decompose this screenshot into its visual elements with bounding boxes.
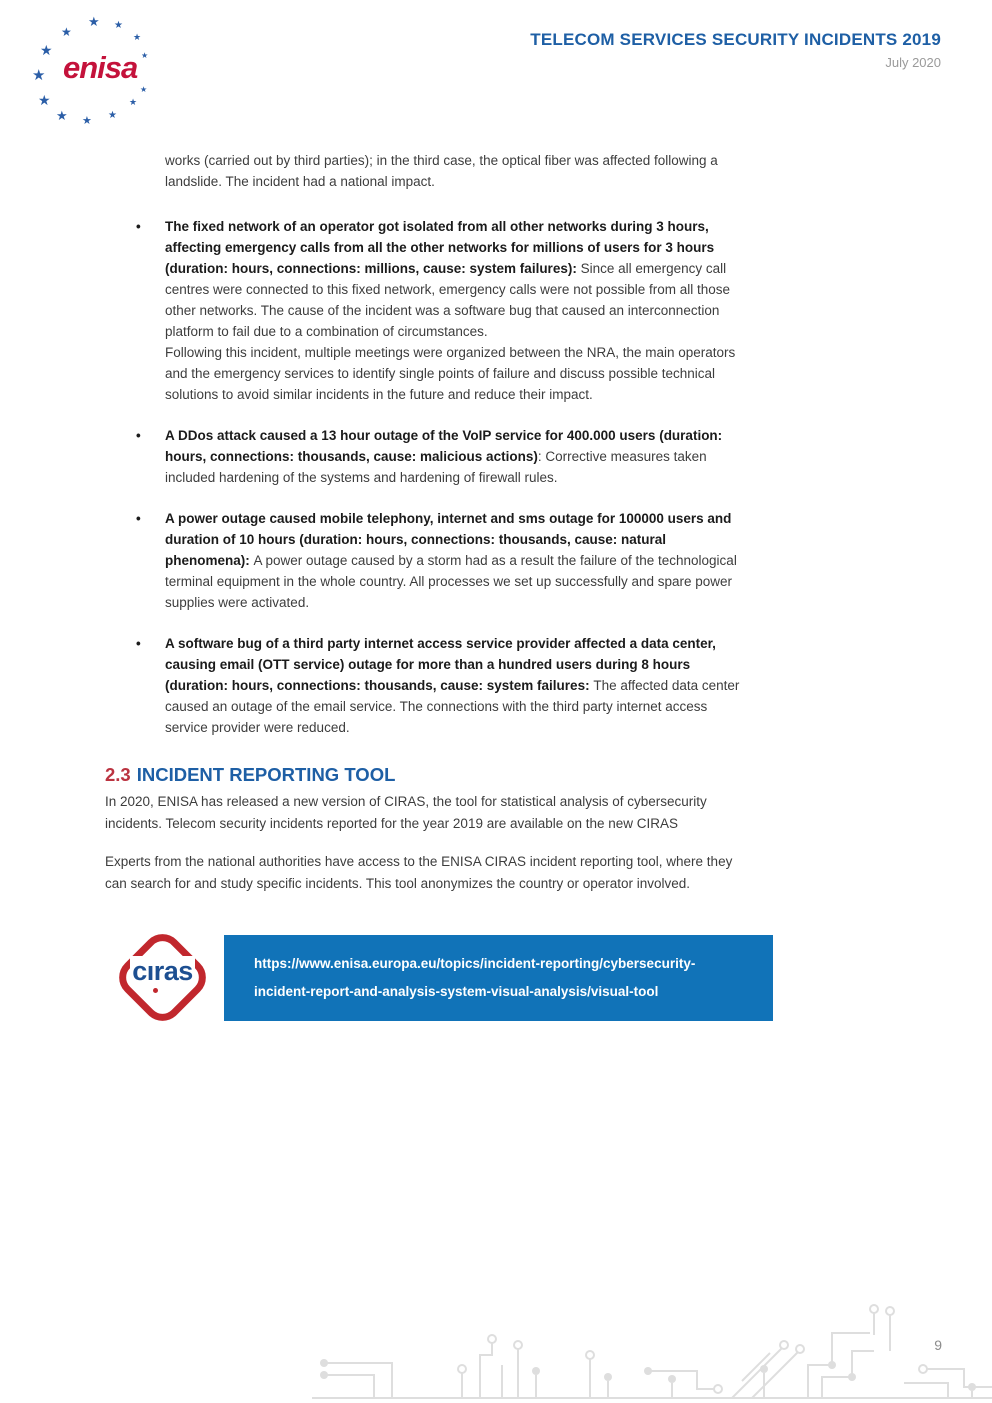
eu-star-icon: [114, 21, 123, 31]
section-heading: [105, 764, 992, 785]
bullet-body-text: Following this incident, multiple meetings were organized between the NRA, the main operators and the emergency services to identify single points of failure and discuss possible technical solutions to avoid similar incidents in the future and reduce their impact.: [165, 345, 736, 402]
intro-paragraph: works (carried out by third parties); in the third case, the optical fiber was affected following a landslide. The incident had a national impact.: [165, 153, 718, 189]
section-title: INCIDENT REPORTING TOOL: [136, 764, 396, 785]
section-number: 2.3: [105, 764, 131, 785]
ciras-tool-link[interactable]: [224, 935, 773, 1021]
eu-star-icon: [38, 94, 51, 108]
incident-list: [133, 216, 747, 738]
circuit-pattern-decoration: [312, 1303, 992, 1399]
bullet-body-text: The affected data center caused an outage of the email service. The connections with the third party internet access service provider were reduced.: [165, 678, 740, 735]
bullet-body-text: A power outage caused by a storm had as a result the failure of the technological terminal equipment in the whole country. All processes we set up successfully and spare power supplies were activated.: [165, 553, 737, 610]
page-number: 9: [934, 1337, 942, 1353]
page-content: [0, 150, 992, 1030]
eu-star-icon: [82, 115, 92, 126]
enisa-logo: [28, 14, 203, 126]
report-title: TELECOM SERVICES SECURITY INCIDENTS 2019: [530, 30, 941, 49]
eu-star-icon: [88, 16, 100, 29]
ciras-url-line2: incident-report-and-analysis-system-visual-analysis/visual-tool: [254, 983, 659, 999]
incident-bullet-ddos: [133, 425, 747, 488]
eu-star-icon: [129, 99, 137, 108]
incident-bullet-fixed-network: [133, 216, 747, 405]
bullet-bold-text: A software bug of a third party internet access service provider affected a data center, causing email (OTT service) outage for more than a hundred users during 8 hours (duration: hours, connections: thousands, cause: system failures:: [165, 636, 716, 693]
incident-bullet-software-bug: [133, 633, 747, 738]
section-paragraph-2: Experts from the national authorities have access to the ENISA CIRAS incident reporting tool, where they can search for and study specific incidents. This tool anonymizes the country or operator involved.: [105, 854, 733, 891]
enisa-wordmark: enisa: [58, 50, 142, 86]
bullet-body-text: Since all emergency call centres were connected to this fixed network, emergency calls were not possible from all those other networks. The cause of the incident was a software bug that caused an interconnection platform to fail due to a combination of circumstances.: [165, 261, 731, 339]
eu-star-icon: [61, 26, 72, 38]
section-paragraph-1: In 2020, ENISA has released a new version of CIRAS, the tool for statistical analysis of cybersecurity incidents. Telecom security incidents reported for the year 2019 are available on the new CIRAS: [105, 794, 707, 831]
header-titles: [530, 30, 941, 70]
report-date: July 2020: [885, 55, 941, 70]
ciras-logo-text: cıras: [110, 961, 215, 982]
ciras-callout: [110, 925, 992, 1030]
bullet-bold-text: A power outage caused mobile telephony, internet and sms outage for 100000 users and duration of 10 hours (duration: hours, connections: thousands, cause: natural phenomena):: [165, 511, 732, 568]
eu-star-icon: [56, 110, 68, 123]
ciras-url-line1: https://www.enisa.europa.eu/topics/incident-reporting/cybersecurity-: [254, 955, 696, 971]
bullet-bold-text: The fixed network of an operator got isolated from all other networks during 3 hours, affecting emergency calls from all the other networks for millions of users for 3 hours (duration: hours, connections: millions, cause: system failures):: [165, 219, 715, 276]
incident-bullet-power-outage: [133, 508, 747, 613]
bullet-body-text: : Corrective measures taken included hardening of the systems and hardening of firewall rules.: [165, 449, 707, 485]
ciras-logo: [110, 925, 215, 1030]
eu-star-icon: [133, 34, 141, 43]
eu-star-icon: [108, 111, 117, 121]
eu-star-icon: [32, 68, 45, 83]
eu-star-icon: [40, 44, 53, 58]
bullet-bold-text: A DDos attack caused a 13 hour outage of the VoIP service for 400.000 users (duration: hours, connections: thousands, cause: malicious actions): [165, 428, 723, 464]
eu-star-icon: [140, 86, 147, 94]
